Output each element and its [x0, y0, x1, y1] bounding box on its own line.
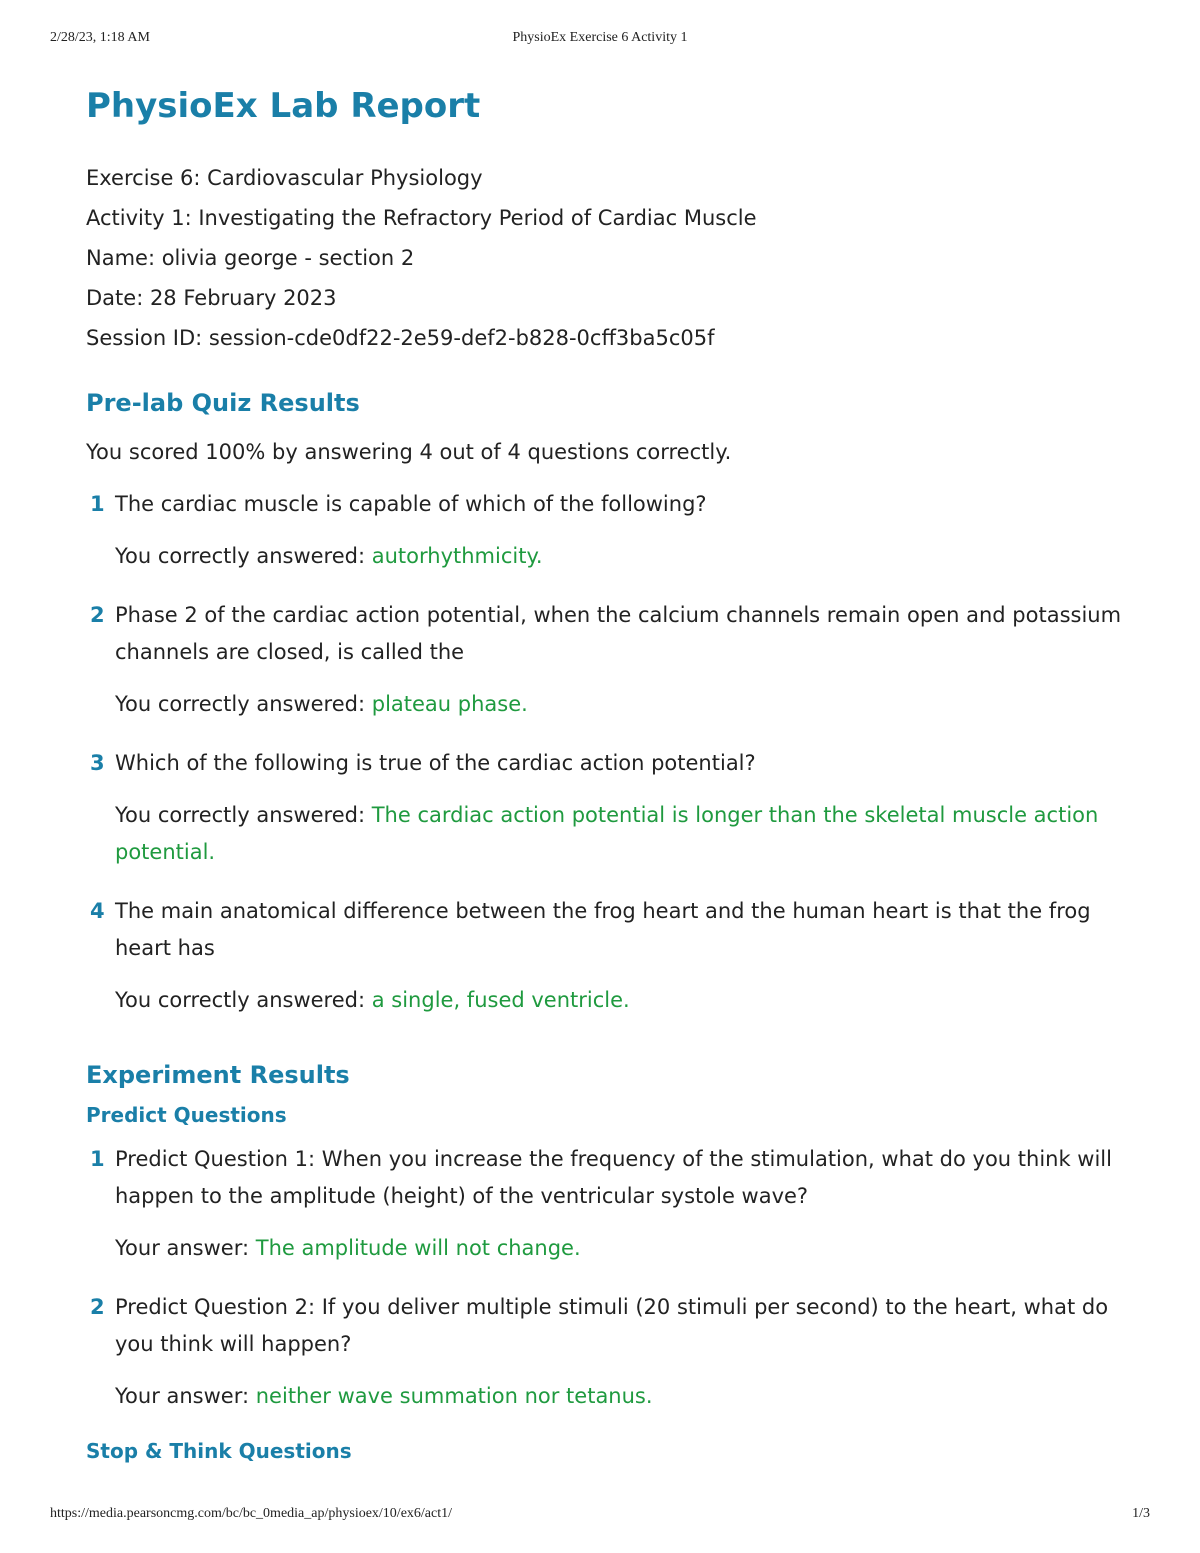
question-text: The main anatomical difference between the frog heart and the human heart is that the frog heart has: [115, 899, 1091, 960]
question-number: 3: [90, 751, 105, 775]
print-page-title: PhysioEx Exercise 6 Activity 1: [512, 30, 688, 45]
question-text: Predict Question 2: If you deliver multiple stimuli (20 stimuli per second) to the heart, what do you think will happen?: [115, 1295, 1109, 1356]
experiment-heading: Experiment Results: [86, 1061, 350, 1089]
answer-prefix: Your answer:: [115, 1236, 256, 1260]
answer-prefix: Your answer:: [115, 1384, 256, 1408]
question-text: Which of the following is true of the cardiac action potential?: [115, 751, 756, 775]
prelab-question: [86, 486, 1146, 575]
question-answer: [115, 982, 1146, 1019]
prelab-question: [86, 893, 1146, 1019]
question-answer: [115, 797, 1146, 871]
print-datetime: 2/28/23, 1:18 AM: [50, 30, 150, 45]
name-line: Name: olivia george - section 2: [86, 246, 415, 270]
prelab-question: [86, 597, 1146, 723]
print-page-number: 1/3: [1132, 1506, 1150, 1521]
question-answer: [115, 1230, 1146, 1267]
question-answer: [115, 538, 1146, 575]
answer-value: The amplitude will not change.: [255, 1236, 581, 1260]
report-content: [86, 84, 1146, 1465]
question-number: 2: [90, 1295, 105, 1319]
print-footer: [50, 1506, 1150, 1526]
question-answer: [115, 686, 1146, 723]
question-text: Predict Question 1: When you increase the frequency of the stimulation, what do you think will happen to the amplitude (height) of the ventricular systole wave?: [115, 1147, 1112, 1208]
date-line: Date: 28 February 2023: [86, 286, 337, 310]
question-number: 1: [90, 1147, 105, 1171]
question-text: Phase 2 of the cardiac action potential, when the calcium channels remain open and potassium channels are closed, is called the: [115, 603, 1122, 664]
question-text: The cardiac muscle is capable of which of the following?: [115, 492, 707, 516]
prelab-heading: Pre-lab Quiz Results: [86, 389, 360, 417]
prelab-score: You scored 100% by answering 4 out of 4 questions correctly.: [86, 440, 732, 464]
answer-value: neither wave summation nor tetanus.: [255, 1384, 653, 1408]
print-url: https://media.pearsoncmg.com/bc/bc_0media_ap/physioex/10/ex6/act1/: [50, 1506, 453, 1521]
session-line: Session ID: session-cde0df22-2e59-def2-b828-0cff3ba5c05f: [86, 326, 715, 350]
exercise-line: Exercise 6: Cardiovascular Physiology: [86, 166, 483, 190]
answer-prefix: You correctly answered:: [115, 988, 372, 1012]
answer-value: autorhythmicity.: [371, 544, 543, 568]
question-number: 4: [90, 899, 105, 923]
predict-heading: Predict Questions: [86, 1103, 287, 1127]
answer-value: The cardiac action potential is longer than the skeletal muscle action potential.: [115, 803, 1099, 864]
answer-prefix: You correctly answered:: [115, 803, 372, 827]
prelab-question: [86, 745, 1146, 871]
predict-question: [86, 1289, 1146, 1415]
answer-prefix: You correctly answered:: [115, 692, 372, 716]
report-meta: [86, 158, 1146, 358]
question-number: 2: [90, 603, 105, 627]
predict-question: [86, 1141, 1146, 1267]
clipped-text: [114, 1492, 794, 1498]
question-answer: [115, 1378, 1146, 1415]
answer-prefix: You correctly answered:: [115, 544, 372, 568]
print-header: [50, 30, 1150, 50]
answer-value: plateau phase.: [371, 692, 528, 716]
question-number: 1: [90, 492, 105, 516]
activity-line: Activity 1: Investigating the Refractory Period of Cardiac Muscle: [86, 206, 757, 230]
clipped-text-line: [114, 1492, 794, 1498]
stop-think-heading: Stop & Think Questions: [86, 1439, 352, 1463]
answer-value: a single, fused ventricle.: [371, 988, 630, 1012]
report-title: PhysioEx Lab Report: [86, 86, 481, 126]
